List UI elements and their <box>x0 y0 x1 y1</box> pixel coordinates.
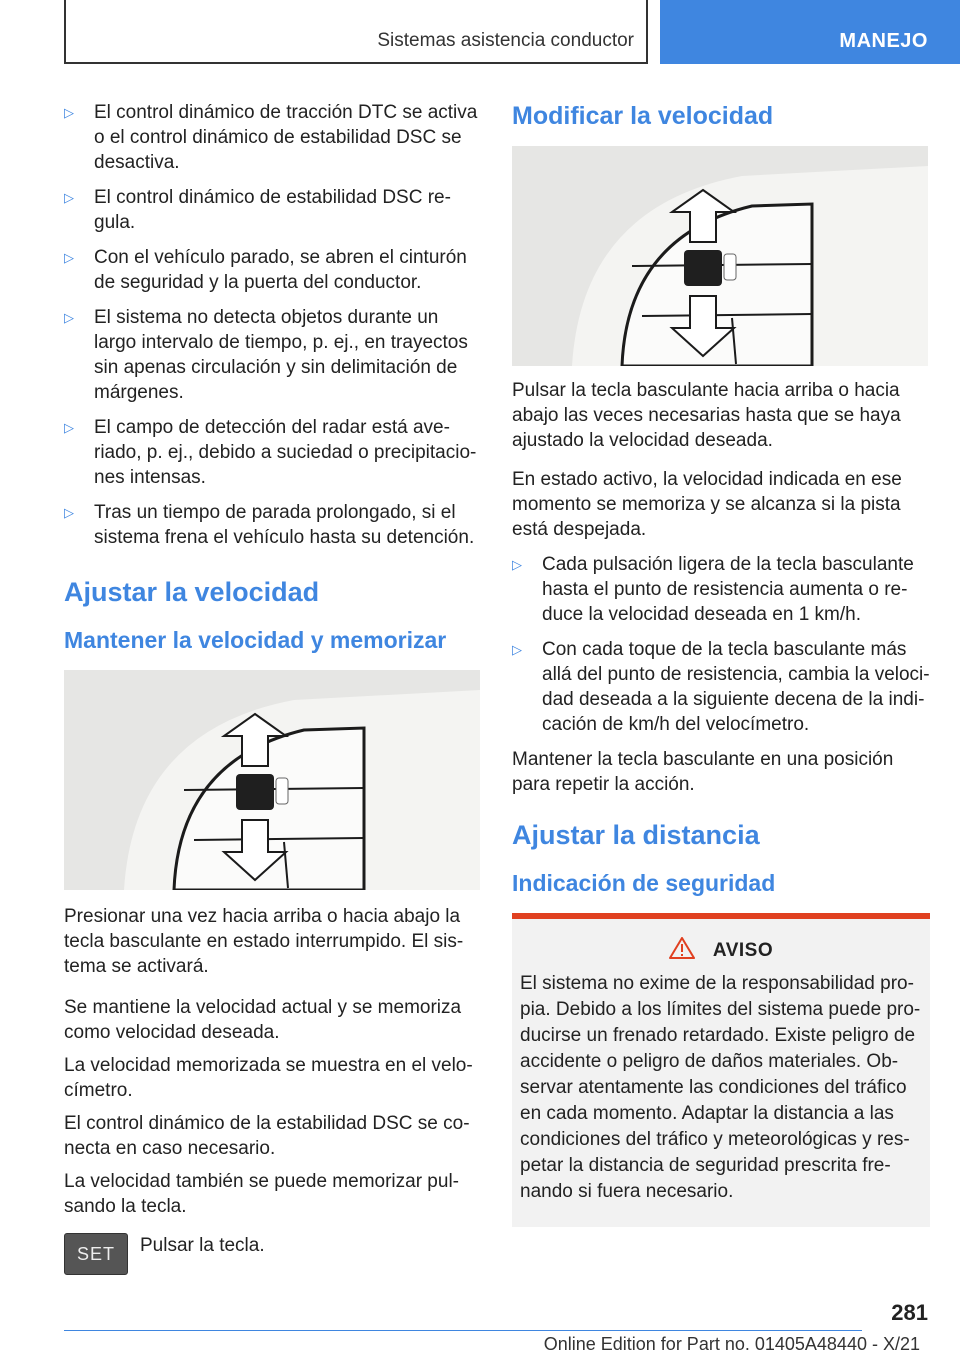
bullet-triangle-icon: ▷ <box>64 190 74 205</box>
warning-box <box>512 913 930 1227</box>
section-title: MANEJO <box>839 30 928 52</box>
paragraph: El control dinámico de la estabilidad DSC se co-necta en caso necesario. <box>64 1113 470 1159</box>
footer-divider <box>64 1330 862 1331</box>
warning-label: AVISO <box>712 940 774 961</box>
paragraph: La velocidad memorizada se muestra en el velo-címetro. <box>64 1055 473 1101</box>
set-key-icon: SET <box>64 1233 128 1275</box>
list-item: ▷ Con el vehículo parado, se abren el cinturón de seguridad y la puerta del conductor. <box>64 247 467 293</box>
footer-edition: Online Edition for Part no. 01405A48440 - X/21 <box>543 1334 920 1354</box>
header-section-box <box>660 0 960 64</box>
list-item: ▷ El control dinámico de tracción DTC se activa o el control dinámico de estabilidad DSC se desactiva. <box>64 102 478 173</box>
condition-list <box>64 100 482 550</box>
warning-header <box>520 937 922 965</box>
right-column <box>512 100 930 1227</box>
speed-change-list <box>512 552 930 737</box>
bullet-triangle-icon: ▷ <box>64 310 74 325</box>
section-heading: Ajustar la distancia <box>512 820 760 850</box>
bullet-triangle-icon: ▷ <box>64 105 74 120</box>
list-item: ▷ El campo de detección del radar está ave-riado, p. ej., debido a suciedad o precipitacio-nes intensas. <box>64 417 477 488</box>
list-item: ▷ Cada pulsación ligera de la tecla basculante hasta el punto de resistencia aumenta o re-duce la velocidad deseada en 1 km/h. <box>512 554 914 625</box>
paragraph: Mantener la tecla basculante en una posición para repetir la acción. <box>512 749 894 795</box>
list-item: ▷ El sistema no detecta objetos durante un largo intervalo de tiempo, p. ej., en trayectos sin apenas circulación y sin delimitación de márgenes. <box>64 307 468 403</box>
warning-triangle-icon <box>669 937 695 965</box>
paragraph: Pulsar la tecla basculante hacia arriba o hacia abajo las veces necesarias hasta que se haya ajustado la velocidad deseada. <box>512 380 901 451</box>
list-item: ▷ El control dinámico de estabilidad DSC re-gula. <box>64 187 451 233</box>
paragraph: Presionar una vez hacia arriba o hacia abajo la tecla basculante en estado interrumpido. El sis-tema se activará. <box>64 906 464 977</box>
list-item: ▷ Con cada toque de la tecla basculante más allá del punto de resistencia, cambia la veloci-dad deseada a la siguiente decena de la indi-cación de km/h del velocímetro. <box>512 639 930 735</box>
header-chapter-box <box>64 0 648 64</box>
steering-wheel-image <box>64 670 480 890</box>
subsection-heading: Mantener la velocidad y memorizar <box>64 627 447 653</box>
paragraph: Se mantiene la velocidad actual y se memoriza como velocidad deseada. <box>64 997 462 1043</box>
section-heading: Ajustar la velocidad <box>64 577 320 607</box>
warning-text: El sistema no exime de la responsabilidad pro-pia. Debido a los límites del sistema puede pro-ducirse un frenado retardado. Existe peligro de accidente o peligro de daños materiales. Ob-servar atentamente las condiciones del tráfico en cada momento. Adaptar la distancia a las condiciones del tráfico y meteorológicas y res-petar la distancia de seguridad prescrita fre-nando si fuera necesario. <box>520 973 921 1202</box>
paragraph: La velocidad también se puede memorizar pul-sando la tecla. <box>64 1171 459 1217</box>
list-item: ▷ Tras un tiempo de parada prolongado, si el sistema frena el vehículo hasta su detención. <box>64 502 475 548</box>
bullet-triangle-icon: ▷ <box>512 642 522 657</box>
section-heading: Modificar la velocidad <box>512 102 774 130</box>
bullet-triangle-icon: ▷ <box>64 420 74 435</box>
rocker-switch-illustration <box>64 670 480 890</box>
chapter-title: Sistemas asistencia conductor <box>377 30 634 51</box>
set-key-caption: Pulsar la tecla. <box>140 1235 265 1256</box>
page-number: 281 <box>891 1300 928 1325</box>
steering-wheel-image <box>512 146 928 366</box>
bullet-triangle-icon: ▷ <box>64 250 74 265</box>
rocker-switch-illustration <box>512 146 928 366</box>
bullet-triangle-icon: ▷ <box>512 557 522 572</box>
paragraph: En estado activo, la velocidad indicada en ese momento se memoriza y se alcanza si la pista está despejada. <box>512 469 902 540</box>
subsection-heading: Indicación de seguridad <box>512 870 776 896</box>
bullet-triangle-icon: ▷ <box>64 505 74 520</box>
set-key-row <box>64 1233 482 1283</box>
left-column <box>64 100 482 1283</box>
